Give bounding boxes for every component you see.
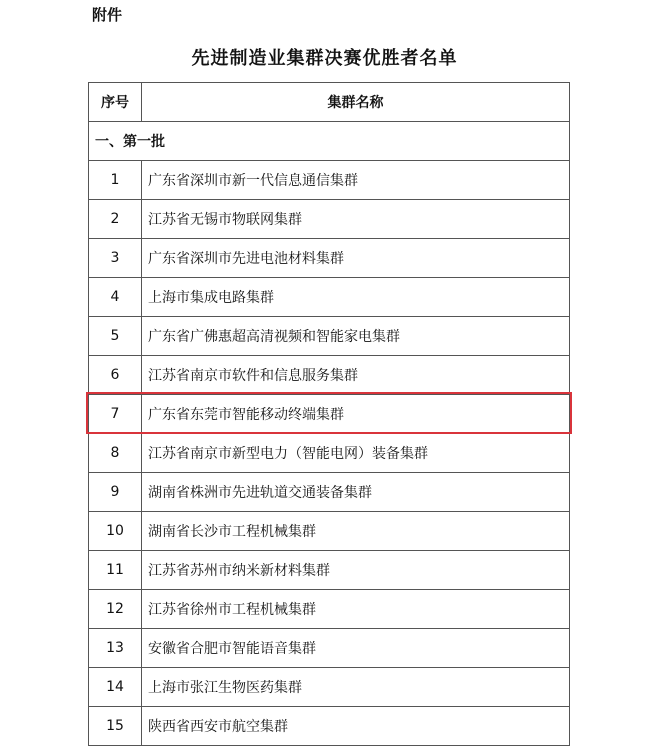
document-title: 先进制造业集群决赛优胜者名单: [191, 48, 458, 69]
row-cluster-name: 江苏省徐州市工程机械集群: [142, 590, 570, 629]
table-row: [89, 707, 570, 746]
table-header-row: [89, 83, 570, 122]
row-cluster-name: 广东省深圳市先进电池材料集群: [142, 239, 570, 278]
table-row: [89, 473, 570, 512]
row-number: 5: [89, 317, 142, 356]
section-row: [89, 122, 570, 161]
row-number: 7: [89, 395, 142, 434]
header-number: 序号: [89, 83, 142, 122]
table-row: [89, 278, 570, 317]
row-cluster-name: 安徽省合肥市智能语音集群: [142, 629, 570, 668]
section-label: 一、第一批: [89, 122, 570, 161]
row-number: 11: [89, 551, 142, 590]
row-cluster-name: 上海市张江生物医药集群: [142, 668, 570, 707]
cluster-table: [88, 82, 570, 746]
row-number: 14: [89, 668, 142, 707]
row-cluster-name: 广东省深圳市新一代信息通信集群: [142, 161, 570, 200]
table-row: [89, 551, 570, 590]
table-row: [89, 317, 570, 356]
table-row: [89, 590, 570, 629]
row-cluster-name: 江苏省南京市新型电力（智能电网）装备集群: [142, 434, 570, 473]
header-cluster-name: 集群名称: [142, 83, 570, 122]
row-cluster-name: 上海市集成电路集群: [142, 278, 570, 317]
table-row-highlighted: [89, 395, 570, 434]
table-row: [89, 629, 570, 668]
row-number: 9: [89, 473, 142, 512]
row-number: 10: [89, 512, 142, 551]
row-number: 4: [89, 278, 142, 317]
row-number: 2: [89, 200, 142, 239]
table-row: [89, 356, 570, 395]
row-number: 8: [89, 434, 142, 473]
row-cluster-name: 江苏省无锡市物联网集群: [142, 200, 570, 239]
table-row: [89, 161, 570, 200]
table-row: [89, 200, 570, 239]
table-row: [89, 434, 570, 473]
row-cluster-name: 广东省广佛惠超高清视频和智能家电集群: [142, 317, 570, 356]
row-number: 6: [89, 356, 142, 395]
table-row: [89, 512, 570, 551]
attachment-label: 附件: [92, 6, 123, 24]
row-number: 12: [89, 590, 142, 629]
table-row: [89, 239, 570, 278]
row-number: 13: [89, 629, 142, 668]
row-cluster-name: 广东省东莞市智能移动终端集群: [142, 395, 570, 434]
row-cluster-name: 湖南省株洲市先进轨道交通装备集群: [142, 473, 570, 512]
row-cluster-name: 湖南省长沙市工程机械集群: [142, 512, 570, 551]
row-number: 3: [89, 239, 142, 278]
row-cluster-name: 陕西省西安市航空集群: [142, 707, 570, 746]
row-number: 1: [89, 161, 142, 200]
row-cluster-name: 江苏省南京市软件和信息服务集群: [142, 356, 570, 395]
table-row: [89, 668, 570, 707]
row-number: 15: [89, 707, 142, 746]
row-cluster-name: 江苏省苏州市纳米新材料集群: [142, 551, 570, 590]
